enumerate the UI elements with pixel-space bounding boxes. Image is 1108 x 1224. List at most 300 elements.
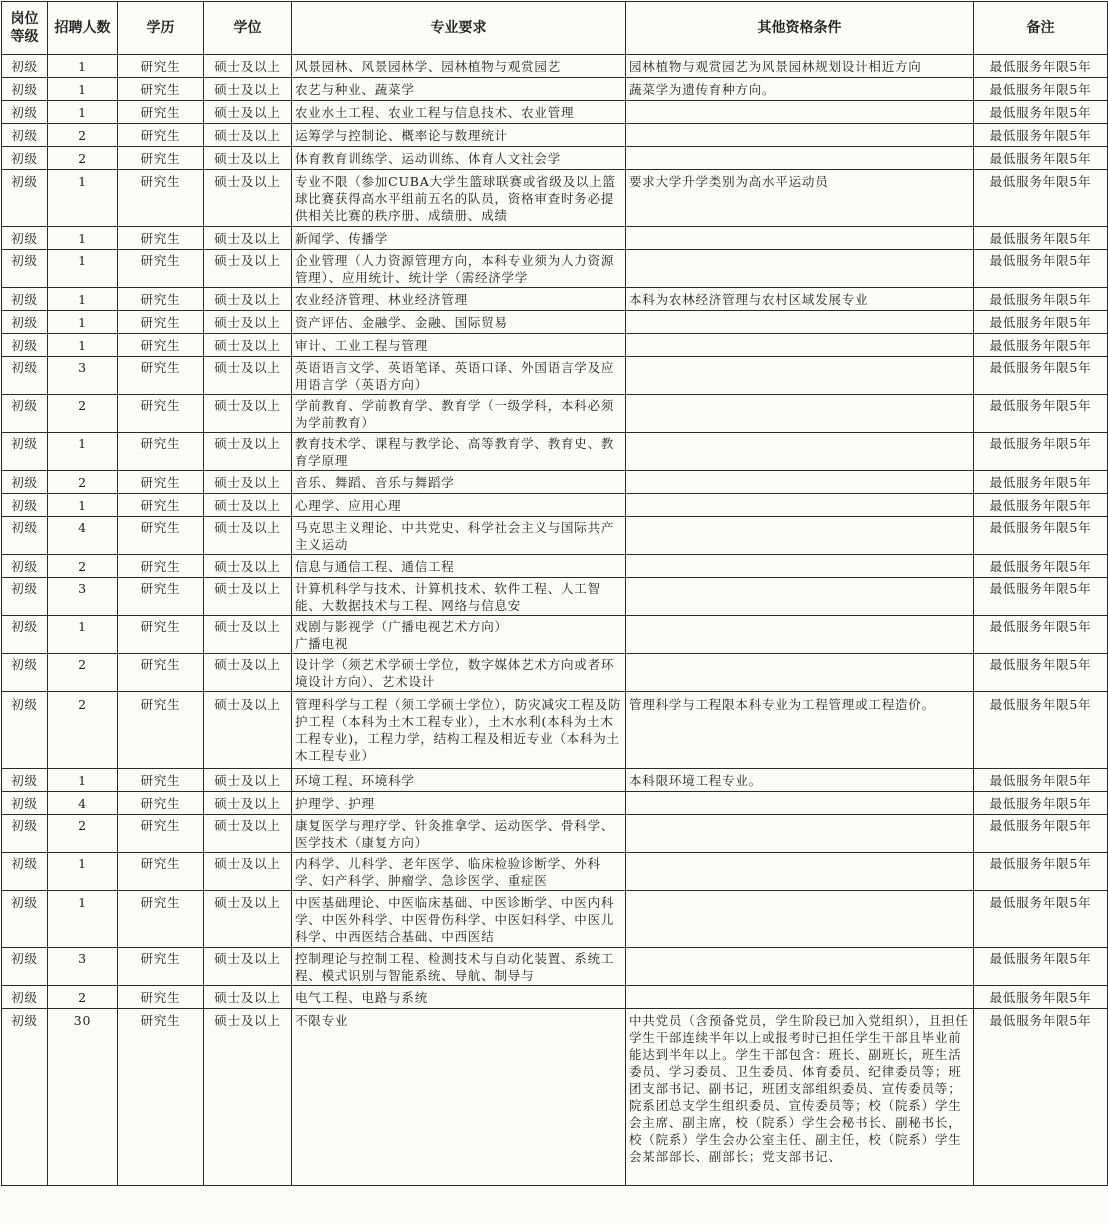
cell-level-text: 初级 — [11, 855, 38, 871]
cell-education — [118, 311, 204, 334]
cell-note-text: 最低服务年限5年 — [989, 519, 1092, 535]
cell-other — [626, 494, 974, 517]
table-row — [2, 692, 1108, 769]
cell-note — [974, 555, 1108, 578]
cell-note — [974, 433, 1108, 471]
cell-note — [974, 170, 1108, 227]
cell-major-text: 设计学（须艺术学硕士学位，数字媒体艺术方向或者环境设计方向）、艺术设计 — [295, 656, 615, 689]
cell-major-text: 电气工程、电路与系统 — [295, 989, 429, 1005]
cell-major-text: 资产评估、金融学、金融、国际贸易 — [295, 314, 508, 330]
header-note: 备注 — [974, 2, 1108, 55]
cell-note — [974, 1009, 1108, 1186]
cell-major-text: 康复医学与理疗学、针灸推拿学、运动医学、骨科学、医学技术（康复方向） — [295, 817, 615, 850]
cell-other — [626, 792, 974, 815]
cell-major-text: 英语语言文学、英语笔译、英语口译、外国语言学及应用语言学（英语方向） — [295, 359, 615, 392]
cell-count — [48, 494, 118, 517]
cell-other-text — [629, 497, 970, 514]
cell-count — [48, 986, 118, 1009]
cell-education-text: 研究生 — [140, 989, 181, 1005]
cell-level — [2, 769, 48, 792]
cell-count — [48, 250, 118, 288]
cell-degree — [204, 654, 292, 692]
cell-note — [974, 815, 1108, 853]
cell-major-text: 学前教育、学前教育学、教育学（一级学科，本科必须为学前教育） — [295, 397, 615, 430]
cell-degree — [204, 853, 292, 891]
cell-count — [48, 853, 118, 891]
cell-degree — [204, 517, 292, 555]
cell-major — [292, 471, 626, 494]
table-row — [2, 815, 1108, 853]
header-count: 招聘人数 — [48, 2, 118, 55]
cell-note-text: 最低服务年限5年 — [989, 497, 1092, 513]
cell-other-text — [629, 795, 970, 812]
cell-degree-text: 硕士及以上 — [214, 618, 281, 634]
cell-level — [2, 517, 48, 555]
cell-note — [974, 986, 1108, 1009]
cell-note-text: 最低服务年限5年 — [989, 150, 1092, 166]
cell-level — [2, 692, 48, 769]
cell-degree — [204, 769, 292, 792]
cell-other — [626, 124, 974, 147]
cell-note-text: 最低服务年限5年 — [989, 104, 1092, 120]
cell-note — [974, 227, 1108, 250]
cell-note — [974, 357, 1108, 395]
table-row — [2, 471, 1108, 494]
cell-note — [974, 616, 1108, 654]
cell-degree-text: 硕士及以上 — [214, 795, 281, 811]
cell-degree-text: 硕士及以上 — [214, 314, 281, 330]
cell-note-text: 最低服务年限5年 — [989, 359, 1092, 375]
cell-count — [48, 769, 118, 792]
cell-level-text: 初级 — [11, 558, 38, 574]
cell-education — [118, 555, 204, 578]
cell-education-text: 研究生 — [140, 497, 181, 513]
cell-major-text: 农业经济管理、林业经济管理 — [295, 291, 468, 307]
table-row — [2, 288, 1108, 311]
cell-note-text: 最低服务年限5年 — [989, 950, 1092, 966]
cell-education-text: 研究生 — [140, 150, 181, 166]
cell-note-text: 最低服务年限5年 — [989, 127, 1092, 143]
cell-other-text — [629, 435, 970, 469]
cell-note-text: 最低服务年限5年 — [989, 474, 1092, 490]
cell-major-text: 风景园林、风景园林学、园林植物与观赏园艺 — [295, 58, 562, 74]
cell-degree — [204, 792, 292, 815]
cell-count-text: 2 — [78, 989, 87, 1005]
cell-note — [974, 517, 1108, 555]
cell-level — [2, 311, 48, 334]
cell-degree-text: 硕士及以上 — [214, 127, 281, 143]
cell-note-text: 最低服务年限5年 — [989, 795, 1092, 811]
cell-other-text — [629, 950, 970, 984]
table-row — [2, 147, 1108, 170]
cell-note — [974, 692, 1108, 769]
cell-major-text: 控制理论与控制工程、检测技术与自动化装置、系统工程、模式识别与智能系统、导航、制导与 — [295, 950, 615, 983]
cell-education — [118, 517, 204, 555]
cell-degree — [204, 815, 292, 853]
cell-degree-text: 硕士及以上 — [214, 150, 281, 166]
cell-count-text: 2 — [78, 150, 87, 166]
table-row — [2, 654, 1108, 692]
cell-major-text: 农业水土工程、农业工程与信息技术、农业管理 — [295, 104, 575, 120]
cell-count-text: 1 — [78, 252, 87, 268]
cell-degree-text: 硕士及以上 — [214, 359, 281, 375]
cell-other-text — [629, 817, 970, 851]
cell-education-text: 研究生 — [140, 656, 181, 672]
cell-count — [48, 227, 118, 250]
cell-major — [292, 357, 626, 395]
cell-count-text: 2 — [78, 817, 87, 833]
cell-major-text: 信息与通信工程、通信工程 — [295, 558, 455, 574]
cell-education — [118, 227, 204, 250]
cell-major — [292, 227, 626, 250]
cell-major-text: 中医基础理论、中医临床基础、中医诊断学、中医内科学、中医外科学、中医骨伤科学、中医妇科学、中医儿科学、中西医结合基础、中西医结 — [295, 894, 615, 944]
cell-education-text: 研究生 — [140, 618, 181, 634]
cell-level-text: 初级 — [11, 173, 38, 189]
cell-education-text: 研究生 — [140, 314, 181, 330]
table-row — [2, 517, 1108, 555]
cell-note-text: 最低服务年限5年 — [989, 58, 1092, 74]
recruitment-table — [1, 1, 1108, 1186]
cell-other — [626, 170, 974, 227]
cell-level-text: 初级 — [11, 435, 38, 451]
cell-degree-text: 硕士及以上 — [214, 173, 281, 189]
cell-degree — [204, 395, 292, 433]
cell-other-text — [629, 230, 970, 247]
cell-major-text: 护理学、护理 — [295, 795, 375, 811]
cell-major-text: 审计、工业工程与管理 — [295, 337, 429, 353]
cell-degree-text: 硕士及以上 — [214, 772, 281, 788]
cell-other-text: 本科为农林经济管理与农村区域发展专业 — [629, 291, 869, 307]
cell-level-text: 初级 — [11, 104, 38, 120]
cell-degree-text: 硕士及以上 — [214, 950, 281, 966]
cell-major — [292, 170, 626, 227]
cell-count — [48, 311, 118, 334]
cell-major — [292, 147, 626, 170]
cell-note — [974, 853, 1108, 891]
cell-major-text: 体育教育训练学、运动训练、体育人文社会学 — [295, 150, 562, 166]
cell-degree-text: 硕士及以上 — [214, 81, 281, 97]
cell-degree-text: 硕士及以上 — [214, 697, 281, 712]
cell-education — [118, 578, 204, 616]
cell-note — [974, 578, 1108, 616]
cell-major — [292, 578, 626, 616]
cell-education-text: 研究生 — [140, 817, 181, 833]
cell-level — [2, 792, 48, 815]
cell-other — [626, 227, 974, 250]
cell-education-text: 研究生 — [140, 795, 181, 811]
table-row — [2, 986, 1108, 1009]
cell-other — [626, 288, 974, 311]
cell-level — [2, 578, 48, 616]
cell-degree-text: 硕士及以上 — [214, 656, 281, 672]
cell-degree — [204, 147, 292, 170]
cell-education — [118, 147, 204, 170]
cell-level — [2, 395, 48, 433]
cell-major-text: 音乐、舞蹈、音乐与舞蹈学 — [295, 474, 455, 490]
cell-level-text: 初级 — [11, 580, 38, 596]
cell-count — [48, 101, 118, 124]
cell-other-text — [629, 359, 970, 393]
cell-degree — [204, 433, 292, 471]
cell-other — [626, 815, 974, 853]
cell-count-text: 2 — [78, 474, 87, 490]
cell-education — [118, 986, 204, 1009]
cell-note — [974, 147, 1108, 170]
cell-major — [292, 101, 626, 124]
cell-level — [2, 334, 48, 357]
cell-major-text: 内科学、儿科学、老年医学、临床检验诊断学、外科学、妇产科学、肿瘤学、急诊医学、重症医 — [295, 855, 601, 888]
cell-education-text: 研究生 — [140, 252, 181, 268]
cell-major — [292, 433, 626, 471]
cell-education-text: 研究生 — [140, 337, 181, 353]
cell-education — [118, 769, 204, 792]
cell-level — [2, 55, 48, 78]
cell-count-text: 30 — [73, 1013, 92, 1028]
cell-count — [48, 815, 118, 853]
cell-note — [974, 334, 1108, 357]
cell-degree — [204, 986, 292, 1009]
cell-count-text: 1 — [78, 104, 87, 120]
cell-note-text: 最低服务年限5年 — [989, 173, 1092, 189]
cell-other — [626, 334, 974, 357]
cell-count-text: 3 — [78, 950, 87, 966]
cell-degree-text: 硕士及以上 — [214, 558, 281, 574]
cell-major-text: 环境工程、环境科学 — [295, 772, 415, 788]
cell-note-text: 最低服务年限5年 — [989, 230, 1092, 246]
cell-count — [48, 555, 118, 578]
cell-count — [48, 948, 118, 986]
table-row — [2, 250, 1108, 288]
table-row — [2, 227, 1108, 250]
cell-level — [2, 124, 48, 147]
cell-note-text: 最低服务年限5年 — [989, 618, 1092, 634]
cell-education — [118, 170, 204, 227]
cell-count-text: 2 — [78, 397, 87, 413]
cell-degree — [204, 78, 292, 101]
cell-education — [118, 616, 204, 654]
cell-degree-text: 硕士及以上 — [214, 519, 281, 535]
cell-major — [292, 250, 626, 288]
cell-education-text: 研究生 — [140, 950, 181, 966]
cell-other — [626, 578, 974, 616]
table-row — [2, 891, 1108, 948]
cell-count — [48, 124, 118, 147]
cell-major-text: 运筹学与控制论、概率论与数理统计 — [295, 127, 508, 143]
cell-other-text — [629, 894, 970, 945]
cell-major — [292, 494, 626, 517]
cell-level-text: 初级 — [11, 314, 38, 330]
cell-count-text: 1 — [78, 314, 87, 330]
cell-other-text — [629, 397, 970, 431]
cell-other — [626, 147, 974, 170]
cell-other — [626, 769, 974, 792]
cell-count — [48, 433, 118, 471]
cell-level — [2, 815, 48, 853]
cell-note — [974, 654, 1108, 692]
cell-degree-text: 硕士及以上 — [214, 230, 281, 246]
cell-education-text: 研究生 — [140, 435, 181, 451]
cell-count-text: 1 — [78, 894, 87, 910]
cell-other-text — [629, 252, 970, 286]
cell-major — [292, 948, 626, 986]
cell-degree — [204, 250, 292, 288]
cell-note-text: 最低服务年限5年 — [989, 697, 1092, 712]
cell-major — [292, 555, 626, 578]
cell-degree — [204, 1009, 292, 1186]
header-education: 学历 — [118, 2, 204, 55]
cell-note — [974, 494, 1108, 517]
cell-level-text: 初级 — [11, 894, 38, 910]
cell-level-text: 初级 — [11, 817, 38, 833]
cell-note — [974, 288, 1108, 311]
cell-degree — [204, 471, 292, 494]
header-level: 岗位 等级 — [2, 2, 48, 55]
cell-note — [974, 250, 1108, 288]
cell-degree — [204, 555, 292, 578]
cell-other — [626, 555, 974, 578]
cell-other-text: 要求大学升学类别为高水平运动员 — [629, 173, 829, 189]
cell-level — [2, 357, 48, 395]
cell-major — [292, 986, 626, 1009]
cell-education — [118, 395, 204, 433]
cell-degree — [204, 494, 292, 517]
cell-degree-text: 硕士及以上 — [214, 252, 281, 268]
cell-count — [48, 334, 118, 357]
cell-level — [2, 78, 48, 101]
cell-degree — [204, 55, 292, 78]
cell-count-text: 1 — [78, 435, 87, 451]
cell-count-text: 2 — [78, 558, 87, 574]
cell-other — [626, 654, 974, 692]
cell-level-text: 初级 — [11, 474, 38, 490]
cell-other-text — [629, 150, 970, 167]
cell-count — [48, 654, 118, 692]
cell-major-text: 不限专业 — [295, 1013, 349, 1028]
cell-degree — [204, 227, 292, 250]
cell-count-text: 3 — [78, 359, 87, 375]
table-row — [2, 578, 1108, 616]
cell-level-text: 初级 — [11, 989, 38, 1005]
cell-note-text: 最低服务年限5年 — [989, 81, 1092, 97]
cell-other-text — [629, 580, 970, 614]
cell-major-text: 心理学、应用心理 — [295, 497, 402, 513]
table-row — [2, 769, 1108, 792]
cell-other-text: 管理科学与工程限本科专业为工程管理或工程造价。 — [629, 697, 935, 712]
cell-count-text: 1 — [78, 337, 87, 353]
cell-other-text: 本科限环境工程专业。 — [629, 772, 763, 788]
cell-major — [292, 288, 626, 311]
cell-note-text: 最低服务年限5年 — [989, 558, 1092, 574]
cell-level-text: 初级 — [11, 795, 38, 811]
cell-level — [2, 1009, 48, 1186]
cell-education — [118, 124, 204, 147]
cell-education-text: 研究生 — [140, 359, 181, 375]
cell-note-text: 最低服务年限5年 — [989, 989, 1092, 1005]
table-row — [2, 494, 1108, 517]
cell-education-text: 研究生 — [140, 894, 181, 910]
header-degree: 学位 — [204, 2, 292, 55]
table-row — [2, 853, 1108, 891]
cell-level-text: 初级 — [11, 230, 38, 246]
cell-education-text: 研究生 — [140, 519, 181, 535]
cell-other — [626, 517, 974, 555]
cell-note-text: 最低服务年限5年 — [989, 397, 1092, 413]
cell-other-text — [629, 558, 970, 575]
cell-level — [2, 101, 48, 124]
cell-level — [2, 250, 48, 288]
cell-education-text: 研究生 — [140, 772, 181, 788]
cell-count-text: 1 — [78, 81, 87, 97]
cell-count — [48, 170, 118, 227]
cell-other — [626, 471, 974, 494]
cell-degree-text: 硕士及以上 — [214, 435, 281, 451]
cell-degree-text: 硕士及以上 — [214, 894, 281, 910]
cell-other-text — [629, 474, 970, 491]
table-row — [2, 101, 1108, 124]
cell-count-text: 1 — [78, 618, 87, 634]
cell-other — [626, 891, 974, 948]
cell-note-text: 最低服务年限5年 — [989, 855, 1092, 871]
cell-major — [292, 692, 626, 769]
cell-note — [974, 124, 1108, 147]
cell-degree-text: 硕士及以上 — [214, 58, 281, 74]
cell-other — [626, 692, 974, 769]
cell-level-text: 初级 — [11, 127, 38, 143]
cell-other — [626, 101, 974, 124]
cell-count — [48, 891, 118, 948]
cell-other-text — [629, 989, 970, 1006]
cell-note — [974, 311, 1108, 334]
cell-count-text: 3 — [78, 580, 87, 596]
cell-degree-text: 硕士及以上 — [214, 291, 281, 307]
cell-major — [292, 78, 626, 101]
cell-major-text: 农艺与种业、蔬菜学 — [295, 81, 415, 97]
cell-note-text: 最低服务年限5年 — [989, 894, 1092, 910]
cell-major — [292, 792, 626, 815]
cell-major — [292, 55, 626, 78]
cell-level — [2, 227, 48, 250]
cell-level — [2, 494, 48, 517]
cell-level-text: 初级 — [11, 950, 38, 966]
cell-note-text: 最低服务年限5年 — [989, 337, 1092, 353]
cell-education-text: 研究生 — [140, 1013, 181, 1028]
cell-note — [974, 395, 1108, 433]
cell-education — [118, 250, 204, 288]
cell-degree-text: 硕士及以上 — [214, 989, 281, 1005]
table-row — [2, 55, 1108, 78]
cell-note-text: 最低服务年限5年 — [989, 656, 1092, 672]
header-major: 专业要求 — [292, 2, 626, 55]
cell-note — [974, 55, 1108, 78]
cell-degree-text: 硕士及以上 — [214, 580, 281, 596]
cell-major — [292, 334, 626, 357]
cell-degree-text: 硕士及以上 — [214, 337, 281, 353]
cell-note — [974, 891, 1108, 948]
cell-count-text: 4 — [78, 519, 87, 535]
cell-other — [626, 853, 974, 891]
cell-education-text: 研究生 — [140, 58, 181, 74]
table-row — [2, 948, 1108, 986]
cell-major — [292, 769, 626, 792]
cell-other-text — [629, 618, 970, 652]
cell-other-text — [629, 656, 970, 690]
cell-degree-text: 硕士及以上 — [214, 474, 281, 490]
cell-count — [48, 357, 118, 395]
table-row — [2, 311, 1108, 334]
cell-other — [626, 433, 974, 471]
cell-level — [2, 288, 48, 311]
cell-major — [292, 124, 626, 147]
